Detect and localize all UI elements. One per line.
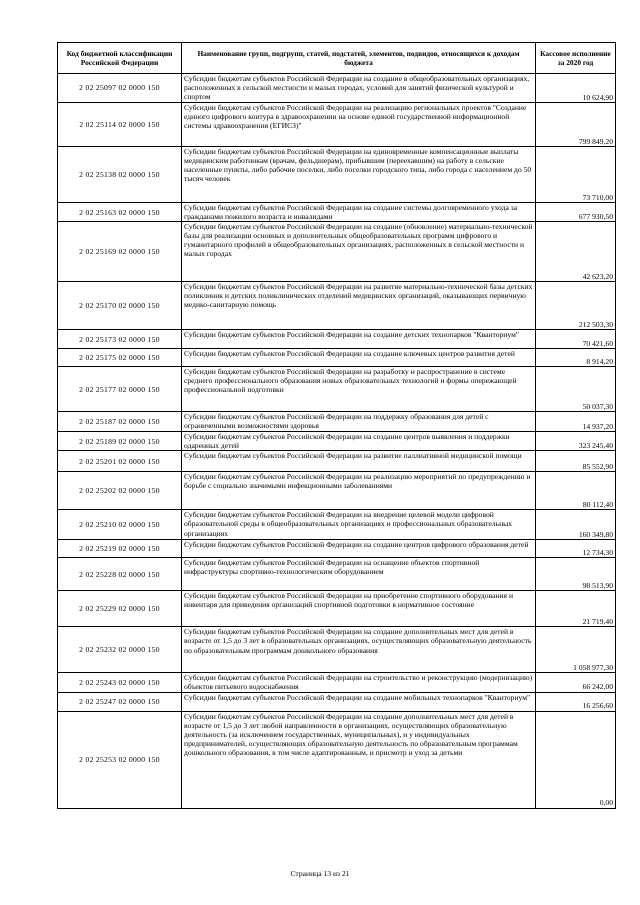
cell-amount: 677 930,50 [536,203,616,222]
revenue-table [57,42,616,809]
cell-amount: 50 037,30 [536,367,616,412]
cell-code: 2 02 25187 02 0000 150 [58,412,182,432]
table-row [58,510,616,540]
cell-code: 2 02 25201 02 0000 150 [58,451,182,472]
cell-amount: 73 710,00 [536,147,616,203]
table-row [58,147,616,203]
cell-name: Субсидии бюджетам субъектов Российской Федерации на создание центров цифрового образования детей [182,540,536,558]
table-row [58,432,616,451]
cell-code: 2 02 25228 02 0000 150 [58,558,182,591]
cell-name: Субсидии бюджетам субъектов Российской Федерации на создание в общеобразовательных организациях, расположенных в сельской местности и малых городах, условий для занятий физической культурой и спортом [182,74,536,103]
cell-name: Субсидии бюджетам субъектов Российской Федерации на развитие материально-технической базы детских поликлиник и детских поликлинических отделений медицинских организаций, оказывающих первичную медико-санитарную помощь [182,282,536,330]
cell-code: 2 02 25210 02 0000 150 [58,510,182,540]
cell-code: 2 02 25177 02 0000 150 [58,367,182,412]
cell-name: Субсидии бюджетам субъектов Российской Федерации на создание центров выявления и поддержки одаренных детей [182,432,536,451]
table-row [58,222,616,282]
cell-amount: 14 937,20 [536,412,616,432]
cell-name: Субсидии бюджетам субъектов Российской Федерации на приобретение спортивного оборудования и инвентаря для приведения организаций спортивной подготовки в нормативное состояние [182,591,536,627]
cell-amount: 799 849,20 [536,103,616,147]
table-row [58,412,616,432]
cell-amount: 1 058 977,30 [536,627,616,673]
cell-code: 2 02 25232 02 0000 150 [58,627,182,673]
table-row [58,673,616,692]
cell-amount: 42 623,20 [536,222,616,282]
cell-amount: 85 552,90 [536,451,616,472]
cell-code: 2 02 25173 02 0000 150 [58,330,182,349]
cell-name: Субсидии бюджетам субъектов Российской Федерации на поддержку образования для детей с ограниченными возможностями здоровья [182,412,536,432]
cell-code: 2 02 25163 02 0000 150 [58,203,182,222]
table-row [58,330,616,349]
cell-amount: 70 421,60 [536,330,616,349]
cell-name: Субсидии бюджетам субъектов Российской Федерации на реализацию региональных проектов "Создание единого цифрового контура в здравоохранении на основе единой государственной информационной системы здравоохранения (ЕГИСЗ)" [182,103,536,147]
cell-name: Субсидии бюджетам субъектов Российской Федерации на внедрение целевой модели цифровой образовательной среды в общеобразовательных организациях и профессиональных образовательных организациях [182,510,536,540]
header-amount: Кассовое исполнение за 2020 год [536,43,616,74]
cell-code: 2 02 25138 02 0000 150 [58,147,182,203]
cell-amount: 21 719,40 [536,591,616,627]
cell-code: 2 02 25253 02 0000 150 [58,711,182,808]
cell-name: Субсидии бюджетам субъектов Российской Федерации на единовременные компенсационные выплаты медицинским работникам (врачам, фельдшерам), прибывшим (переехавшим) на работу в сельские населенные пункты, либо рабочие поселки, либо поселки городского типа, либо города с населением до 50 тысяч человек [182,147,536,203]
table-row [58,591,616,627]
table-row [58,451,616,472]
cell-code: 2 02 25219 02 0000 150 [58,540,182,558]
table-row [58,558,616,591]
cell-code: 2 02 25175 02 0000 150 [58,349,182,367]
table-row [58,711,616,808]
table-body [58,74,616,809]
cell-code: 2 02 25114 02 0000 150 [58,103,182,147]
cell-name: Субсидии бюджетам субъектов Российской Федерации на реализацию мероприятий по предупреждению и борьбе с социально значимыми инфекционными заболеваниями [182,472,536,510]
cell-amount: 10 624,90 [536,74,616,103]
cell-amount: 160 349,80 [536,510,616,540]
cell-code: 2 02 25202 02 0000 150 [58,472,182,510]
table-row [58,74,616,103]
cell-amount: 323 245,40 [536,432,616,451]
table-row [58,103,616,147]
cell-name: Субсидии бюджетам субъектов Российской Федерации на разработку и распространение в системе среднего профессионального образования новых образовательных технологий и формы опережающей профессиональной подготовки [182,367,536,412]
cell-name: Субсидии бюджетам субъектов Российской Федерации на создание дополнительных мест для детей в возрасте от 1,5 до 3 лет любой направленности в организациях, осуществляющих образовательную деятельность (за исключением государственных, муниципальных), и у индивидуальных предпринимателей, осуществляющих образовательную деятельность по образовательным программам дошкольного образования, в том числе адаптированным, и присмотр и уход за детьми [182,711,536,808]
cell-amount: 80 112,40 [536,472,616,510]
cell-code: 2 02 25229 02 0000 150 [58,591,182,627]
cell-amount: 8 914,20 [536,349,616,367]
cell-code: 2 02 25243 02 0000 150 [58,673,182,692]
cell-code: 2 02 25189 02 0000 150 [58,432,182,451]
table-row [58,282,616,330]
header-code: Код бюджетной классификации Российской Федерации [58,43,182,74]
cell-name: Субсидии бюджетам субъектов Российской Федерации на создание детских технопарков "Кванториум" [182,330,536,349]
cell-code: 2 02 25170 02 0000 150 [58,282,182,330]
cell-name: Субсидии бюджетам субъектов Российской Федерации на создание мобильных технопарков "Кванториум" [182,692,536,711]
cell-amount: 12 734,30 [536,540,616,558]
cell-name: Субсидии бюджетам субъектов Российской Федерации на развитие паллиативной медицинской помощи [182,451,536,472]
cell-code: 2 02 25097 02 0000 150 [58,74,182,103]
table-row [58,472,616,510]
table-row [58,627,616,673]
cell-amount: 16 256,60 [536,692,616,711]
cell-code: 2 02 25247 02 0000 150 [58,692,182,711]
cell-name: Субсидии бюджетам субъектов Российской Федерации на создание системы долговременного ухода за гражданами пожилого возраста и инвалидами [182,203,536,222]
cell-amount: 98 513,90 [536,558,616,591]
cell-name: Субсидии бюджетам субъектов Российской Федерации на создание дополнительных мест для детей в возрасте от 1,5 до 3 лет в образовательных организациях, осуществляющих образовательную деятельность по образовательным программам дошкольного образования [182,627,536,673]
cell-name: Субсидии бюджетам субъектов Российской Федерации на оснащение объектов спортивной инфраструктуры спортивно-технологическим оборудованием [182,558,536,591]
table-row [58,203,616,222]
cell-amount: 212 503,30 [536,282,616,330]
table-row [58,349,616,367]
cell-name: Субсидии бюджетам субъектов Российской Федерации на строительство и реконструкцию (модернизацию) объектов питьевого водоснабжения [182,673,536,692]
table-row [58,367,616,412]
header-name: Наименование групп, подгрупп, статей, подстатей, элементов, подвидов, относящихся к доходам бюджета [182,43,536,74]
cell-name: Субсидии бюджетам субъектов Российской Федерации на создание (обновление) материально-технической базы для реализации основных и дополнительных общеобразовательных программ цифрового и гуманитарного профилей в общеобразовательных организациях, расположенных в сельской местности и малых городах [182,222,536,282]
page-number: Страница 13 из 21 [290,869,350,878]
table-row [58,540,616,558]
table-header-row [58,43,616,74]
cell-amount: 66 242,00 [536,673,616,692]
cell-code: 2 02 25169 02 0000 150 [58,222,182,282]
cell-amount: 0,00 [536,711,616,808]
table-row [58,692,616,711]
cell-name: Субсидии бюджетам субъектов Российской Федерации на создание ключевых центров развития детей [182,349,536,367]
